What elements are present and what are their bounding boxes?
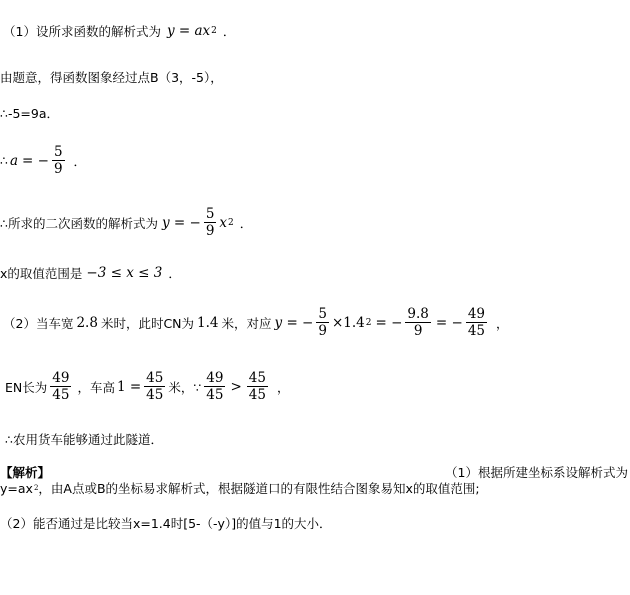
line4-eq: = − [22,152,49,169]
line7-suffix: ， [496,315,509,331]
line8-prefix: EN长为 [5,379,48,395]
line7-times: ×1.4 [331,314,365,331]
analysis-line2-exponent: 2 [33,484,39,492]
line8-fraction-3 [204,370,225,403]
solution-line-4 [0,144,86,177]
line8-numerator-3: 49 [206,370,224,386]
solution-line-8 [5,370,290,403]
line4-therefore: ∴ [0,153,8,168]
line8-fraction-2 [144,370,165,403]
line8-eq: 1 = [116,378,142,395]
line5-fraction [204,206,217,239]
line8-suffix: ， [276,379,290,395]
line3-text: ∴-5=9a． [0,106,60,121]
line5-suffix: ． [239,215,253,231]
line5-var: x [219,214,228,231]
line4-denominator: 9 [53,161,63,177]
line4-numerator: 5 [53,144,63,160]
line5-prefix: ∴所求的二次函数的解析式为 [0,215,158,231]
line7-numerator-2: 9.8 [407,306,429,322]
line8-denominator-1: 45 [52,387,70,403]
solution-line-3 [0,104,59,122]
line1-exponent: 2 [211,26,217,36]
line1-formula: y = ax [166,23,211,39]
line4-var: a [9,152,19,169]
solution-line-2 [0,68,223,86]
line8-denominator-3: 45 [206,387,224,403]
line1-prefix: （1）设所求函数的解析式为 [3,24,161,39]
solution-line-1 [3,22,235,40]
line6-prefix: x的取值范围是 [0,266,83,281]
line7-denominator-1: 9 [318,323,327,339]
line7-numerator-1: 5 [318,306,327,322]
solution-line-5 [0,206,252,239]
line7-cn-value: 1.4 [197,314,219,331]
line7-fraction-2 [405,306,430,339]
line5-exponent: 2 [228,217,234,228]
solution-line-6 [0,264,181,282]
line8-numerator-4: 45 [248,370,266,386]
line9-text: ∴农用货车能够通过此隧道． [5,432,163,447]
line2-text: 由题意，得函数图象经过点B（3，-5）， [0,70,223,85]
line7-denominator-2: 9 [413,323,423,339]
analysis-line2-formula: y=ax [0,480,33,496]
line5-denominator: 9 [205,223,215,239]
solution-line-7 [3,306,509,339]
analysis-line3-text: （2）能否通过是比较当x=1.4时[5-（-y）]的值与1的大小． [0,516,332,531]
line8-fraction-1 [50,370,71,403]
line7-width-value: 2.8 [76,314,98,331]
line7-eq2: = − [435,314,463,331]
line4-fraction [52,144,65,177]
analysis-line2-rest: ，由A点或B的坐标易求解析式，根据隧道口的有限性结合图象易知x的取值范围; [38,481,480,496]
line8-denominator-2: 45 [146,387,164,403]
analysis-line-3 [0,514,332,532]
line7-fraction-1 [316,306,329,339]
line7-lhs: y = − [274,314,314,331]
line5-lhs: y = − [161,214,201,231]
line1-suffix: ． [222,24,236,39]
line8-fraction-4 [247,370,268,403]
analysis-right-text: （1）根据所建坐标系设解析式为 [445,465,628,480]
line8-numerator-1: 49 [52,370,70,386]
line8-mid2: 米，∵ [168,379,202,395]
line4-suffix: ． [73,153,87,169]
line8-numerator-2: 45 [146,370,164,386]
analysis-line-2 [0,479,480,497]
analysis-heading: 【解析】 [0,465,51,480]
line8-mid1: ，车高 [77,379,115,395]
line7-fraction-3 [466,306,487,339]
line8-denominator-4: 45 [248,387,266,403]
line7-mid2: 米，对应 [221,315,272,331]
line8-gt: > [230,378,242,395]
line7-mid1: 米时，此时CN为 [100,315,195,331]
line7-denominator-3: 45 [467,323,485,339]
line6-suffix: ． [168,266,181,281]
line7-numerator-3: 49 [467,306,485,322]
line5-numerator: 5 [205,206,215,222]
line6-formula: −3 ≤ x ≤ 3 [86,265,163,281]
line7-exponent: 2 [365,317,372,328]
solution-line-9 [5,430,163,448]
line7-eq1: = − [375,314,403,331]
line7-prefix: （2）当车宽 [3,315,74,331]
